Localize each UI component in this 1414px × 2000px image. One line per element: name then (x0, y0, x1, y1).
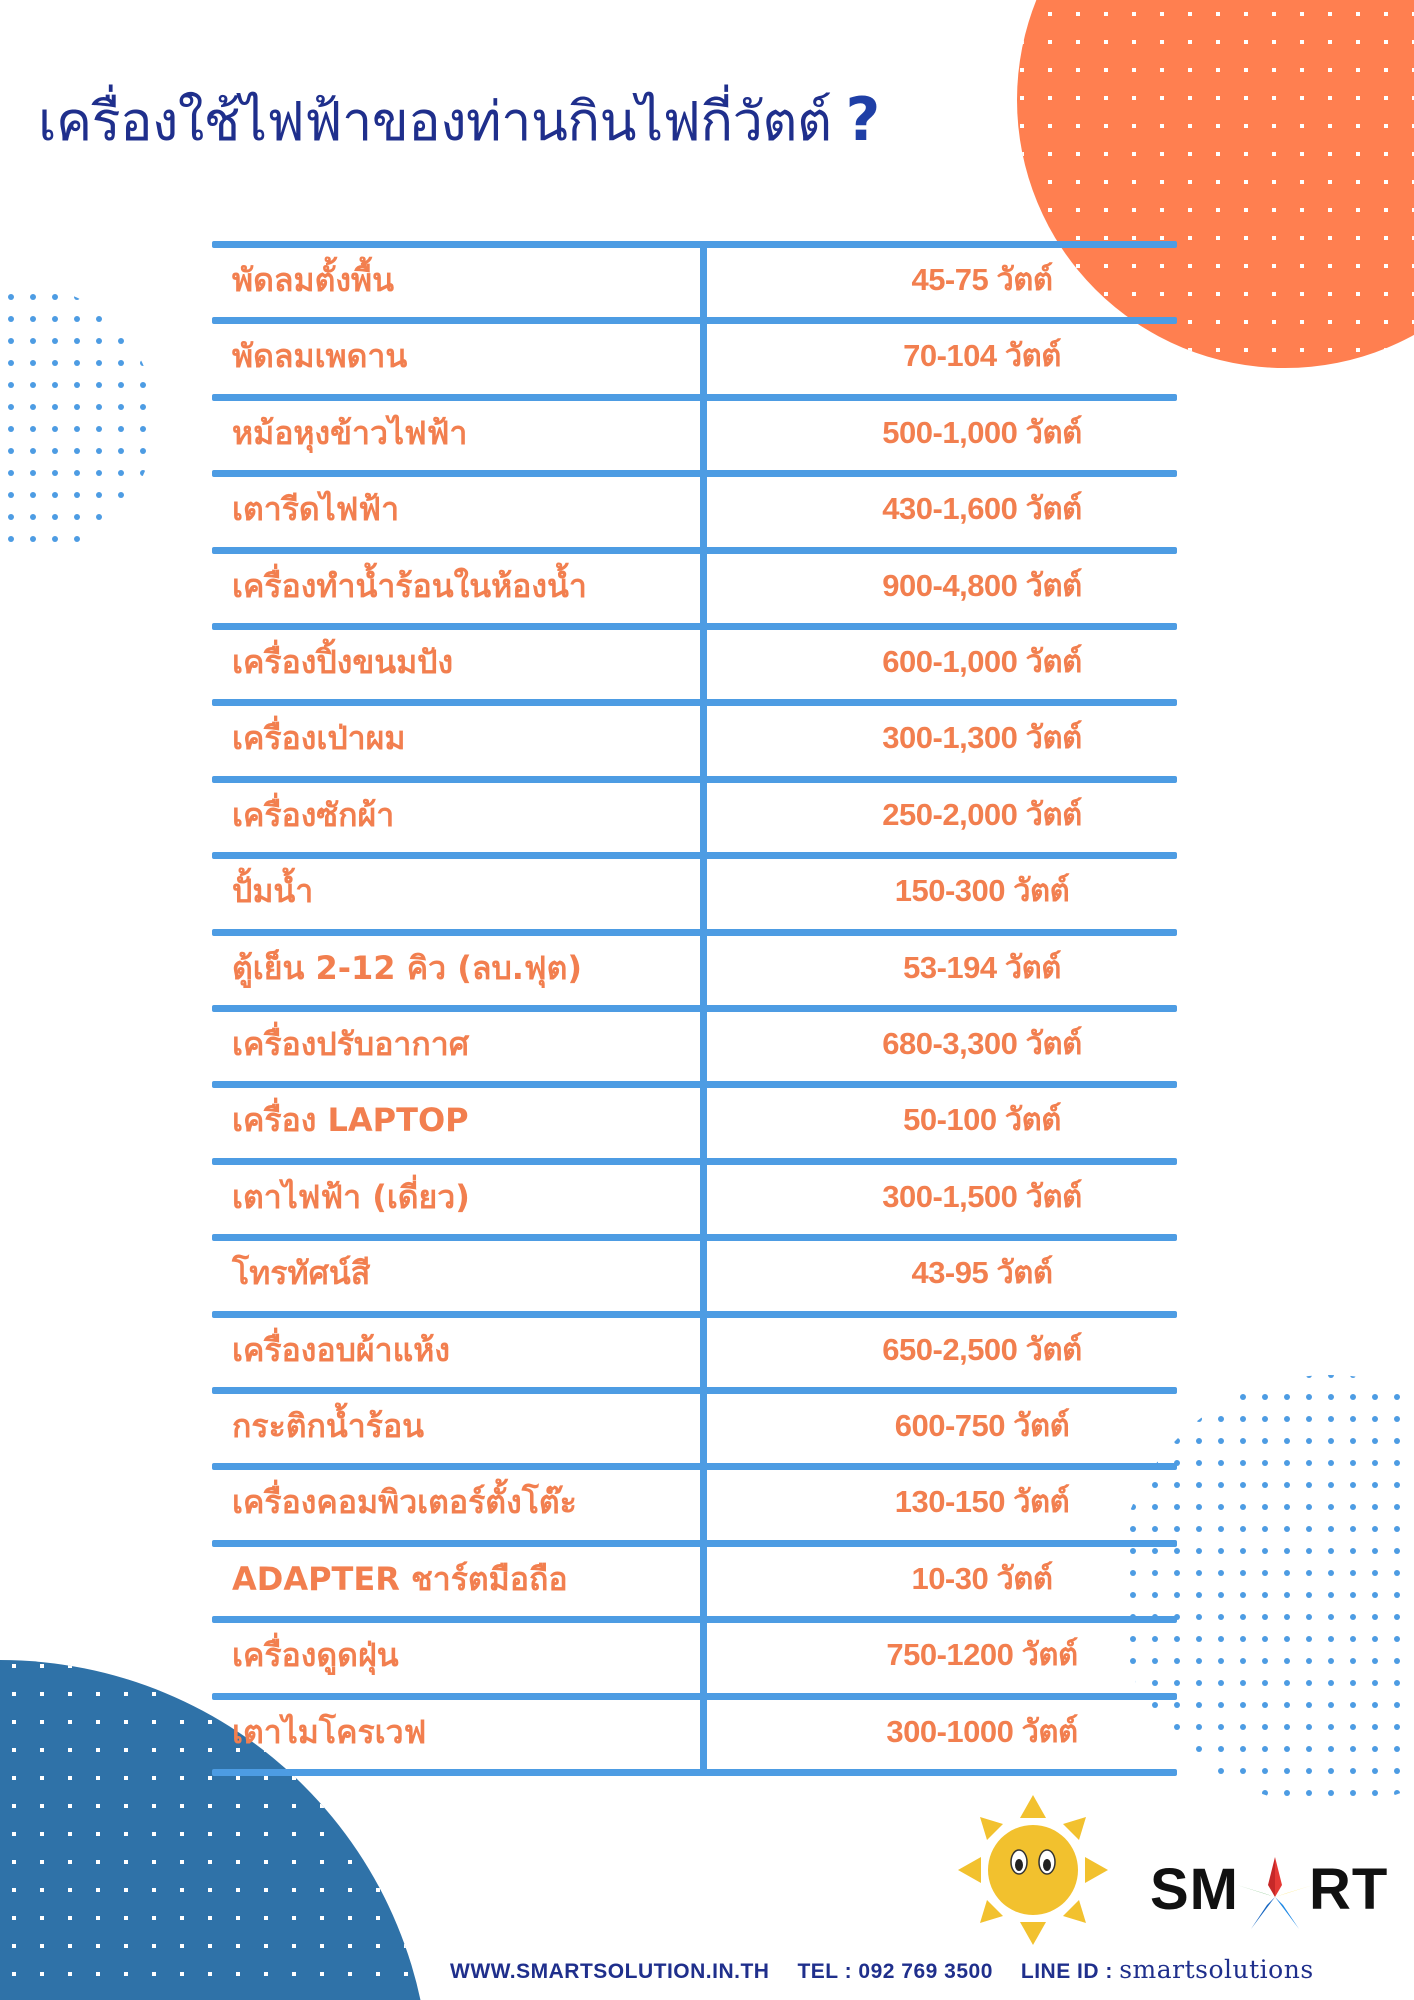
table-rule (212, 1081, 1177, 1088)
appliance-wattage: 10-30 วัตต์ (911, 1561, 1053, 1596)
table-rule (212, 1693, 1177, 1700)
table-rule (212, 1158, 1177, 1165)
appliance-wattage: 53-194 วัตต์ (903, 950, 1061, 985)
appliance-wattage: 430-1,600 วัตต์ (882, 491, 1082, 526)
appliance-name: ปั้มน้ำ (232, 872, 314, 910)
table-rule (212, 394, 1177, 401)
table-rule (212, 1463, 1177, 1470)
appliance-wattage: 300-1,300 วัตต์ (882, 720, 1082, 755)
table-rule (212, 852, 1177, 859)
appliance-wattage: 70-104 วัตต์ (903, 338, 1061, 373)
appliance-wattage: 300-1000 วัตต์ (886, 1714, 1078, 1749)
table-rule (212, 1234, 1177, 1241)
table-rule (212, 1005, 1177, 1012)
line-id: smartsolutions (1119, 1955, 1314, 1984)
appliance-wattage: 600-1,000 วัตต์ (882, 644, 1082, 679)
appliance-wattage: 600-750 วัตต์ (894, 1408, 1070, 1443)
appliance-name: เตาไฟฟ้า (เดี่ยว) (232, 1178, 470, 1216)
table-rule (212, 317, 1177, 324)
appliance-name: เครื่องอบผ้าแห้ง (232, 1331, 450, 1369)
table-rule (212, 1616, 1177, 1623)
appliance-name: เครื่อง LAPTOP (232, 1101, 469, 1139)
appliance-name: หม้อหุงข้าวไฟฟ้า (232, 414, 468, 452)
appliance-wattage: 750-1200 วัตต์ (886, 1637, 1078, 1672)
smart-logo-left: SM (1150, 1857, 1239, 1922)
appliance-name: โทรทัศน์สี (232, 1254, 371, 1292)
appliance-wattage: 650-2,500 วัตต์ (882, 1332, 1082, 1367)
table-rule (212, 623, 1177, 630)
table-rule (212, 776, 1177, 783)
question-mark: ? (845, 85, 880, 155)
dotted-circle-left (0, 280, 160, 570)
appliance-wattage: 500-1,000 วัตต์ (882, 415, 1082, 450)
table-rule (212, 1540, 1177, 1547)
table-rule (212, 1769, 1177, 1776)
phone-number: TEL : 092 769 3500 (797, 1960, 993, 1983)
table-divider (700, 241, 707, 1769)
appliance-wattage: 43-95 วัตต์ (911, 1255, 1053, 1290)
appliance-wattage: 300-1,500 วัตต์ (882, 1179, 1082, 1214)
appliance-name: เครื่องเป่าผม (232, 719, 406, 757)
appliance-name: เครื่องซักผ้า (232, 796, 395, 834)
appliance-name: ตู้เย็น 2-12 คิว (ลบ.ฟุต) (232, 949, 582, 987)
appliance-wattage: 680-3,300 วัตต์ (882, 1026, 1082, 1061)
appliance-name: เครื่องปิ้งขนมปัง (232, 643, 454, 681)
orange-circle-decoration (1017, 0, 1414, 368)
footer-contact (450, 1955, 1314, 1984)
appliance-name: เครื่องดูดฝุ่น (232, 1636, 399, 1674)
table-rule (212, 1387, 1177, 1394)
page-title (38, 78, 880, 164)
appliance-name: เตารีดไฟฟ้า (232, 490, 400, 528)
title-text: เครื่องใช้ไฟฟ้าของท่านกินไฟกี่วัตต์ (38, 90, 832, 153)
appliance-name: เตาไมโครเวฟ (232, 1713, 427, 1751)
line-label: LINE ID : (1020, 1960, 1113, 1983)
appliance-name: กระติกน้ำร้อน (232, 1407, 425, 1445)
table-rule (212, 547, 1177, 554)
appliance-wattage: 250-2,000 วัตต์ (882, 797, 1082, 832)
appliance-name: เครื่องทำน้ำร้อนในห้องน้ำ (232, 567, 587, 605)
table-rule (212, 929, 1177, 936)
appliance-name: เครื่องปรับอากาศ (232, 1025, 470, 1063)
sun-mascot-icon (958, 1795, 1108, 1945)
appliance-wattage: 900-4,800 วัตต์ (882, 568, 1082, 603)
appliance-name: เครื่องคอมพิวเตอร์ตั้งโต๊ะ (232, 1483, 577, 1521)
table-rule (212, 241, 1177, 248)
appliance-wattage: 50-100 วัตต์ (903, 1102, 1061, 1137)
table-rule (212, 470, 1177, 477)
appliance-wattage: 45-75 วัตต์ (911, 262, 1053, 297)
website-link[interactable]: WWW.SMARTSOLUTION.IN.TH (450, 1960, 770, 1983)
appliance-wattage: 130-150 วัตต์ (894, 1484, 1070, 1519)
table-rule (212, 699, 1177, 706)
appliance-name: พัดลมตั้งพื้น (232, 261, 394, 299)
table-rule (212, 1311, 1177, 1318)
appliance-wattage: 150-300 วัตต์ (894, 873, 1070, 908)
appliance-name: ADAPTER ชาร์ตมือถือ (232, 1560, 568, 1598)
smart-logo-right: RT (1309, 1857, 1389, 1922)
appliance-name: พัดลมเพดาน (232, 337, 408, 375)
smart-logo (1150, 1856, 1388, 1923)
